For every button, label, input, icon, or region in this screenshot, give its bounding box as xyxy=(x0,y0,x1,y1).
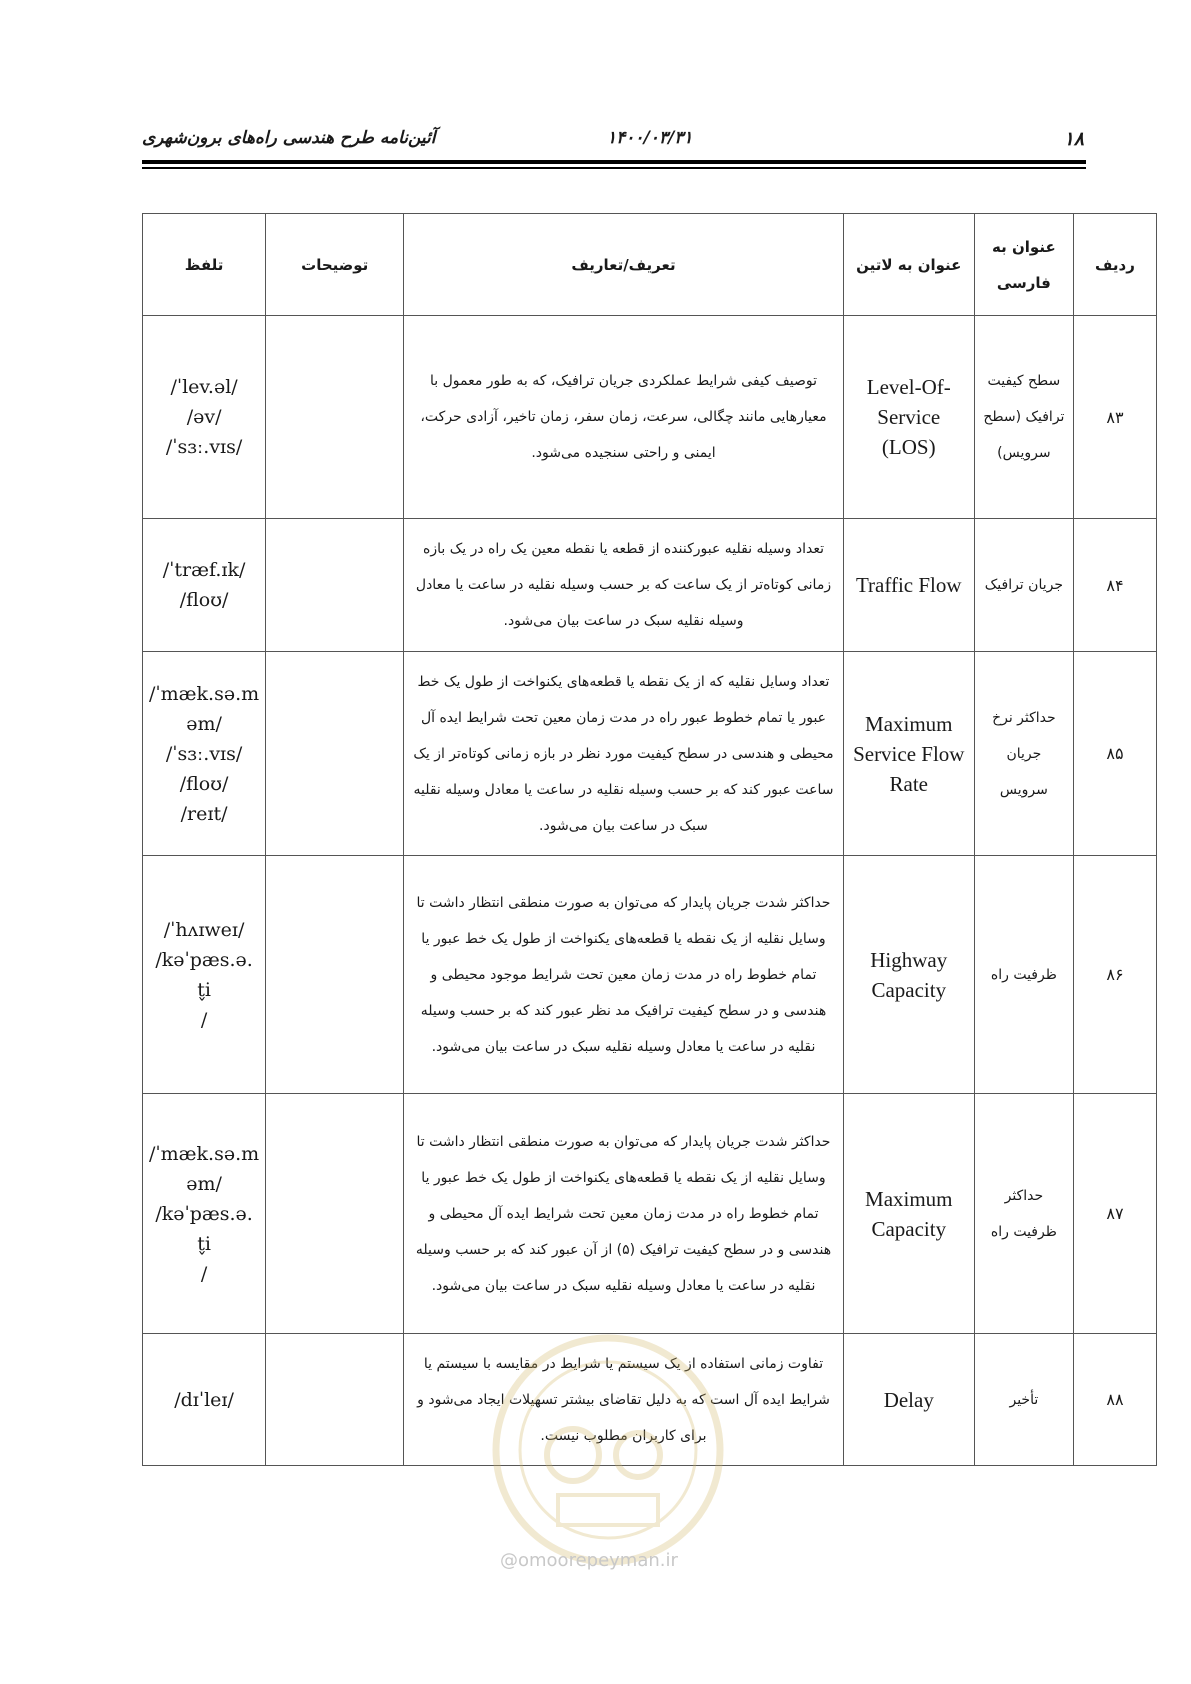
row-number: ۸۵ xyxy=(1073,652,1156,856)
pronunciation-line: /ˈsɜː.vɪs/ xyxy=(165,436,243,458)
persian-title: حداکثر ظرفیت راه xyxy=(974,1094,1073,1334)
pronunciation-line: /ˈtræf.ɪk/ xyxy=(162,559,246,581)
notes xyxy=(266,316,404,519)
pronunciation-line: /ˈmæk.sə.m xyxy=(149,1142,260,1165)
table-row xyxy=(143,316,1157,519)
table-row xyxy=(143,1094,1157,1334)
notes xyxy=(266,519,404,652)
pronunciation-line: /ˈhʌɪweɪ/ xyxy=(163,918,245,941)
definition: تعداد وسایل نقلیه که از یک نقطه یا قطعه‌های یکنواخت از طول یک خط عبور یا تمام خطوط عبور راه در مدت زمان معین تحت شرایط ایده آل محیطی و هندسی در سطح کیفیت مورد نظر در بازه زمانی کوتاه‌تر از یک ساعت عبور کند که بر حسب وسیله نقلیه در ساعت یا معادل وسیله نقلیه سبک در ساعت بیان می‌شود. xyxy=(404,652,843,856)
row-number: ۸۴ xyxy=(1073,519,1156,652)
latin-title: Delay xyxy=(843,1334,974,1466)
persian-title: سطح کیفیت ترافیک (سطح سرویس) xyxy=(974,316,1073,519)
latin-title: Maximum Capacity xyxy=(843,1094,974,1334)
pronunciation-line: /floʊ/ xyxy=(179,589,229,611)
watermark-gear-right-icon xyxy=(616,1433,660,1477)
header-rule-thin xyxy=(142,167,1086,169)
pronunciation-line: /kəˈpæs.ə.t̬i xyxy=(155,1202,253,1255)
definition: توصیف کیفی شرایط عملکردی جریان ترافیک، که به طور معمول با معیارهایی مانند چگالی، سرعت، زمان سفر، زمان تاخیر، آزادی حرکت، ایمنی و راحتی سنجیده می‌شود. xyxy=(404,316,843,519)
row-number: ۸۷ xyxy=(1073,1094,1156,1334)
page-header xyxy=(142,128,1086,158)
notes xyxy=(266,1334,404,1466)
pronunciation xyxy=(143,519,266,652)
watermark-seal xyxy=(488,1330,728,1570)
pronunciation-line: /ˈmæk.sə.m xyxy=(149,682,260,705)
row-number: ۸۸ xyxy=(1073,1334,1156,1466)
watermark-gear-left-icon xyxy=(547,1429,599,1481)
terms-table xyxy=(142,213,1157,1466)
definition: تعداد وسیله نقلیه عبورکننده از قطعه یا نقطه معین یک راه در یک بازه زمانی کوتاه‌تر از یک ساعت که بر حسب وسیله نقلیه در ساعت یا معادل وسیله نقلیه سبک در ساعت بیان می‌شود. xyxy=(404,519,843,652)
watermark-seal-outer-ring xyxy=(496,1338,720,1562)
persian-title: جریان ترافیک xyxy=(974,519,1073,652)
document-title: آئین‌نامه طرح هندسی راه‌های برون‌شهری xyxy=(142,128,436,148)
notes xyxy=(266,1094,404,1334)
column-header-row-number: ردیف xyxy=(1073,214,1156,316)
row-number: ۸۶ xyxy=(1073,856,1156,1094)
pronunciation-line: əm/ xyxy=(186,1172,222,1195)
pronunciation-line: /kəˈpæs.ə.t̬i xyxy=(155,948,253,1001)
latin-title: Level-Of-Service (LOS) xyxy=(843,316,974,519)
header-rule-thick xyxy=(142,160,1086,164)
table-row xyxy=(143,519,1157,652)
persian-title: تأخیر xyxy=(974,1334,1073,1466)
pronunciation-line: /floʊ/ xyxy=(179,772,229,795)
pronunciation-line: /ˈlev.əl/ xyxy=(170,376,238,398)
notes xyxy=(266,652,404,856)
table-header-row xyxy=(143,214,1157,316)
column-header-persian-title: عنوان به فارسی xyxy=(974,214,1073,316)
pronunciation-line: əm/ xyxy=(186,712,222,735)
pronunciation-line: /reɪt/ xyxy=(180,802,228,825)
latin-title: Traffic Flow xyxy=(843,519,974,652)
latin-title: Maximum Service Flow Rate xyxy=(843,652,974,856)
latin-title: Highway Capacity xyxy=(843,856,974,1094)
column-header-pronunciation: تلفظ xyxy=(143,214,266,316)
pronunciation-line: /əv/ xyxy=(186,406,222,428)
pronunciation-line: /ˈsɜː.vɪs/ xyxy=(165,742,243,765)
pronunciation xyxy=(143,856,266,1094)
pronunciation xyxy=(143,316,266,519)
watermark-building-icon xyxy=(558,1495,658,1525)
persian-title: ظرفیت راه xyxy=(974,856,1073,1094)
table-row xyxy=(143,856,1157,1094)
definition: حداکثر شدت جریان پایدار که می‌توان به صورت منطقی انتظار داشت تا وسایل نقلیه از یک نقطه یا قطعه‌های یکنواخت از طول یک خط عبور یا تمام خطوط راه در مدت زمان معین تحت شرایط ایده آل محیطی و هندسی و در سطح کیفیت ترافیک (۵) از آن عبور کند که بر حسب وسیله نقلیه در ساعت یا معادل وسیله نقلیه سبک در ساعت بیان می‌شود. xyxy=(404,1094,843,1334)
column-header-latin-title: عنوان به لاتین xyxy=(843,214,974,316)
column-header-definition: تعریف/تعاریف xyxy=(404,214,843,316)
pronunciation-line: /dɪˈleɪ/ xyxy=(174,1388,234,1411)
pronunciation xyxy=(143,652,266,856)
row-number: ۸۳ xyxy=(1073,316,1156,519)
pronunciation-line: / xyxy=(200,1262,208,1285)
column-header-notes: توضیحات xyxy=(266,214,404,316)
page-number: ۱۸ xyxy=(1063,128,1084,150)
pronunciation xyxy=(143,1334,266,1466)
persian-title: حداکثر نرخ جریان سرویس xyxy=(974,652,1073,856)
definition: تفاوت زمانی استفاده از یک سیستم یا شرایط در مقایسه با سیستم یا شرایط ایده آل است که به دلیل تقاضای بیشتر تسهیلات ایجاد می‌شود و برای کاربران مطلوب نیست. xyxy=(404,1334,843,1466)
document-date: ۱۴۰۰/۰۳/۳۱ xyxy=(607,128,693,148)
pronunciation xyxy=(143,1094,266,1334)
pronunciation-line: / xyxy=(200,1008,208,1031)
watermark-site-text: @omoorepeyman.ir xyxy=(500,1550,678,1571)
table-row xyxy=(143,652,1157,856)
notes xyxy=(266,856,404,1094)
definition: حداکثر شدت جریان پایدار که می‌توان به صورت منطقی انتظار داشت تا وسایل نقلیه از یک نقطه یا قطعه‌های یکنواخت از طول یک خط عبور یا تمام خطوط راه در مدت زمان معین تحت شرایط موجود محیطی و هندسی و در سطح کیفیت ترافیک مد نظر عبور کند که بر حسب وسیله نقلیه در ساعت یا معادل وسیله نقلیه سبک در ساعت بیان می‌شود. xyxy=(404,856,843,1094)
